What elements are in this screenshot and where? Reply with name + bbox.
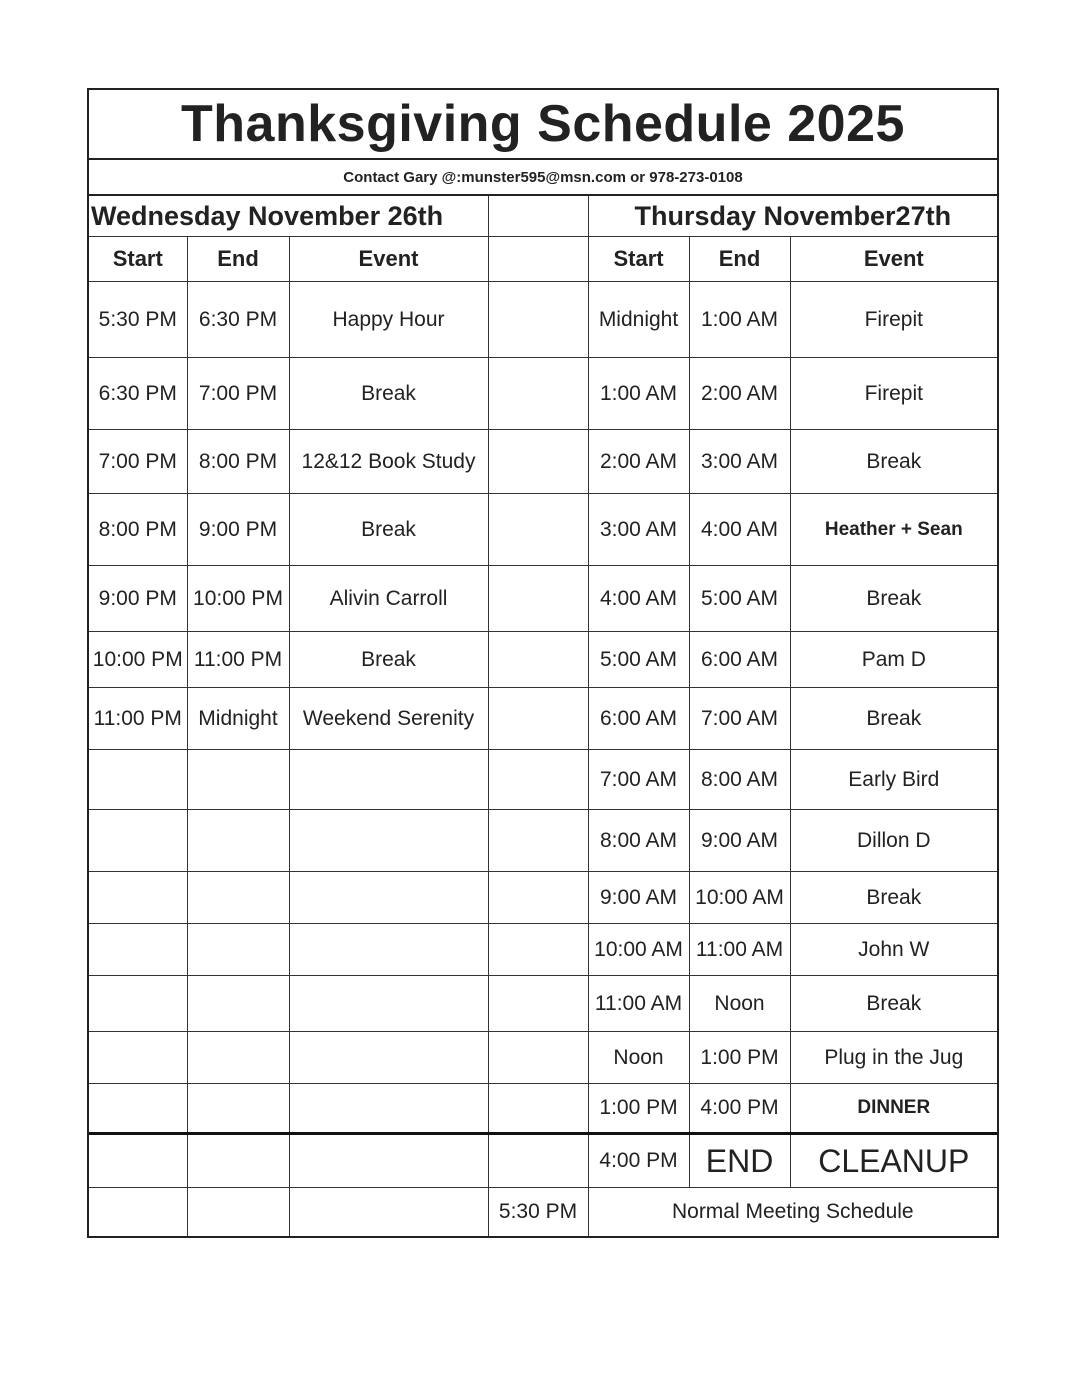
thu-event-cell: Break [790, 976, 997, 1032]
wed-start-cell: 9:00 PM [89, 566, 187, 632]
wed-end-cell: 11:00 PM [187, 632, 289, 688]
table-row [89, 750, 997, 810]
wed-start-header: Start [89, 237, 187, 282]
day-heading-row [89, 196, 997, 237]
wed-start-cell [89, 810, 187, 872]
table-row [89, 810, 997, 872]
thursday-heading: Thursday November27th [588, 196, 997, 237]
gap-cell [488, 566, 588, 632]
thu-event-cell: Firepit [790, 358, 997, 430]
wed-event-cell: Alivin Carroll [289, 566, 488, 632]
table-row [89, 494, 997, 566]
wed-end-cell [187, 1084, 289, 1134]
table-row [89, 1134, 997, 1188]
table-row [89, 566, 997, 632]
thu-start-cell: 8:00 AM [588, 810, 689, 872]
thu-event-cell: Plug in the Jug [790, 1032, 997, 1084]
wed-start-cell: 5:30 PM [89, 282, 187, 358]
gap-cell [488, 924, 588, 976]
table-row [89, 872, 997, 924]
gap-cell [488, 282, 588, 358]
table-row [89, 1032, 997, 1084]
wed-start-cell: 8:00 PM [89, 494, 187, 566]
wed-start-cell: 7:00 PM [89, 430, 187, 494]
thu-start-cell: 5:00 AM [588, 632, 689, 688]
thu-end-cell: 9:00 AM [689, 810, 790, 872]
wed-start-cell [89, 924, 187, 976]
wed-end-cell: 9:00 PM [187, 494, 289, 566]
thu-event-cell: Dillon D [790, 810, 997, 872]
gap-cell [488, 1084, 588, 1134]
thu-start-cell: Midnight [588, 282, 689, 358]
wed-event-cell: Weekend Serenity [289, 688, 488, 750]
thu-end-cell: 4:00 AM [689, 494, 790, 566]
table-row [89, 632, 997, 688]
wed-start-cell [89, 1134, 187, 1188]
thu-end-cell: 4:00 PM [689, 1084, 790, 1134]
wed-end-cell: 8:00 PM [187, 430, 289, 494]
column-header-row [89, 237, 997, 282]
gap-cell [488, 688, 588, 750]
gap-cell [488, 237, 588, 282]
thu-end-cell: Noon [689, 976, 790, 1032]
thu-start-cell: 4:00 AM [588, 566, 689, 632]
gap-cell [488, 494, 588, 566]
wed-end-cell [187, 1188, 289, 1236]
thu-start-cell: 3:00 AM [588, 494, 689, 566]
gap-cell [488, 358, 588, 430]
thu-event-cell: Break [790, 688, 997, 750]
schedule-table [89, 196, 997, 1236]
thu-event-cell: DINNER [790, 1084, 997, 1134]
thu-end-cell: 6:00 AM [689, 632, 790, 688]
table-row [89, 430, 997, 494]
wed-end-cell [187, 1134, 289, 1188]
wed-start-cell [89, 976, 187, 1032]
wed-event-cell: 12&12 Book Study [289, 430, 488, 494]
thu-start-cell: 2:00 AM [588, 430, 689, 494]
thu-end-header: End [689, 237, 790, 282]
thu-event-cell: Pam D [790, 632, 997, 688]
thu-event-cell: CLEANUP [790, 1134, 997, 1188]
thu-event-cell: Firepit [790, 282, 997, 358]
wed-start-cell [89, 872, 187, 924]
wed-end-cell [187, 872, 289, 924]
wed-end-header: End [187, 237, 289, 282]
gap-cell [488, 976, 588, 1032]
table-row [89, 358, 997, 430]
gap-cell [488, 196, 588, 237]
wed-start-cell [89, 1032, 187, 1084]
footer-row [89, 1188, 997, 1236]
table-row [89, 924, 997, 976]
wed-end-cell: Midnight [187, 688, 289, 750]
thu-start-cell: 7:00 AM [588, 750, 689, 810]
wed-end-cell [187, 976, 289, 1032]
wed-event-cell: Break [289, 494, 488, 566]
wed-end-cell: 7:00 PM [187, 358, 289, 430]
wed-end-cell [187, 750, 289, 810]
contact-row [89, 160, 997, 196]
wed-event-cell [289, 976, 488, 1032]
wed-start-cell: 6:30 PM [89, 358, 187, 430]
thu-start-header: Start [588, 237, 689, 282]
wed-end-cell [187, 810, 289, 872]
thu-event-cell: Break [790, 430, 997, 494]
thu-end-cell: 1:00 PM [689, 1032, 790, 1084]
schedule-sheet [87, 88, 999, 1238]
wed-end-cell [187, 1032, 289, 1084]
wed-start-cell [89, 750, 187, 810]
thu-event-cell: John W [790, 924, 997, 976]
thu-end-cell: 8:00 AM [689, 750, 790, 810]
wed-event-cell [289, 1032, 488, 1084]
thu-end-cell: END [689, 1134, 790, 1188]
wed-event-cell [289, 810, 488, 872]
table-row [89, 688, 997, 750]
thu-end-cell: 2:00 AM [689, 358, 790, 430]
gap-cell [488, 632, 588, 688]
gap-cell [488, 1134, 588, 1188]
table-row [89, 1084, 997, 1134]
title-row [89, 90, 997, 160]
thu-end-cell: 7:00 AM [689, 688, 790, 750]
thu-end-cell: 3:00 AM [689, 430, 790, 494]
thu-start-cell: 1:00 AM [588, 358, 689, 430]
thu-event-cell: Heather + Sean [790, 494, 997, 566]
gap-cell [488, 1032, 588, 1084]
wed-end-cell: 10:00 PM [187, 566, 289, 632]
wed-event-cell [289, 1084, 488, 1134]
footer-time: 5:30 PM [488, 1188, 588, 1236]
thu-end-cell: 11:00 AM [689, 924, 790, 976]
wed-end-cell: 6:30 PM [187, 282, 289, 358]
gap-cell [488, 810, 588, 872]
thu-event-header: Event [790, 237, 997, 282]
thu-event-cell: Break [790, 872, 997, 924]
thu-event-cell: Early Bird [790, 750, 997, 810]
thu-start-cell: 4:00 PM [588, 1134, 689, 1188]
wed-start-cell [89, 1084, 187, 1134]
thu-start-cell: 10:00 AM [588, 924, 689, 976]
footer-text: Normal Meeting Schedule [588, 1188, 997, 1236]
thu-end-cell: 1:00 AM [689, 282, 790, 358]
wed-event-cell [289, 1188, 488, 1236]
wed-event-cell [289, 1134, 488, 1188]
wed-start-cell: 11:00 PM [89, 688, 187, 750]
thu-start-cell: 1:00 PM [588, 1084, 689, 1134]
thu-event-cell: Break [790, 566, 997, 632]
contact-info: Contact Gary @:munster595@msn.com or 978-273-0108 [343, 168, 743, 186]
thu-start-cell: Noon [588, 1032, 689, 1084]
thu-end-cell: 10:00 AM [689, 872, 790, 924]
wed-event-cell [289, 924, 488, 976]
wed-event-cell: Break [289, 632, 488, 688]
table-row [89, 976, 997, 1032]
table-row [89, 282, 997, 358]
thu-end-cell: 5:00 AM [689, 566, 790, 632]
gap-cell [488, 872, 588, 924]
thu-start-cell: 6:00 AM [588, 688, 689, 750]
page-title: Thanksgiving Schedule 2025 [181, 95, 905, 153]
wed-start-cell [89, 1188, 187, 1236]
wed-event-cell [289, 872, 488, 924]
gap-cell [488, 750, 588, 810]
wed-end-cell [187, 924, 289, 976]
wed-start-cell: 10:00 PM [89, 632, 187, 688]
gap-cell [488, 430, 588, 494]
wed-event-header: Event [289, 237, 488, 282]
thu-start-cell: 9:00 AM [588, 872, 689, 924]
wed-event-cell [289, 750, 488, 810]
wed-event-cell: Happy Hour [289, 282, 488, 358]
wed-event-cell: Break [289, 358, 488, 430]
wednesday-heading: Wednesday November 26th [89, 196, 488, 237]
thu-start-cell: 11:00 AM [588, 976, 689, 1032]
